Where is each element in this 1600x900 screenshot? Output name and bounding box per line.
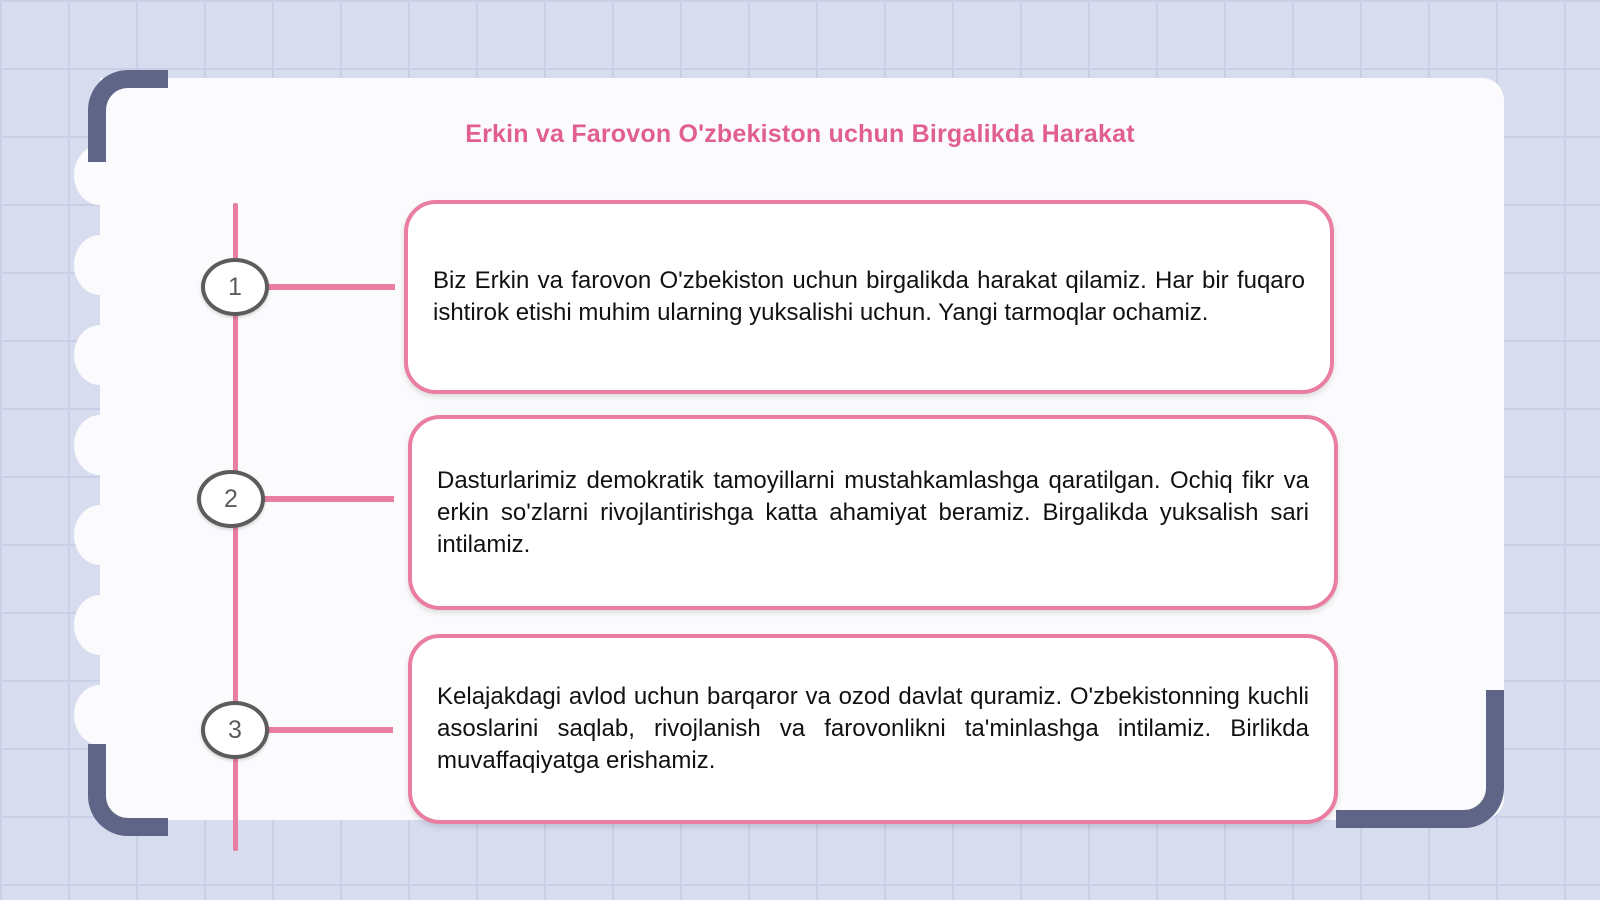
step-box-3 [408, 634, 1338, 824]
step-text-1: Biz Erkin va farovon O'zbekiston uchun birgalikda harakat qilamiz. Har bir fuqaro ishtirok etishi muhim ularning yuksalishi uchun. Yangi tarmoqlar ochamiz. [433, 267, 1305, 326]
connector-line [262, 496, 394, 502]
step-number-2: 2 [197, 470, 265, 528]
card-scallop [74, 235, 126, 295]
step-number-3: 3 [201, 701, 269, 759]
connector-line [265, 284, 395, 290]
connector-line [265, 727, 393, 733]
corner-bracket-top-left [88, 70, 168, 162]
card-scallop [74, 595, 126, 655]
step-number-1: 1 [201, 258, 269, 316]
corner-bracket-bottom-left [88, 744, 168, 836]
card-scallop [74, 415, 126, 475]
card-scallop [74, 325, 126, 385]
step-text-3: Kelajakdagi avlod uchun barqaror va ozod davlat quramiz. O'zbekistonning kuchli asoslarini saqlab, rivojlanish va farovonlikni ta'minlashga intilamiz. Birlikda muvaffaqiyatga erishamiz. [437, 683, 1309, 774]
card-scallop [74, 505, 126, 565]
step-box-2 [408, 415, 1338, 610]
corner-bracket-bottom-right [1336, 690, 1504, 828]
slide-title: Erkin va Farovon O'zbekiston uchun Birgalikda Harakat [465, 120, 1135, 148]
step-box-1 [404, 200, 1334, 394]
step-text-2: Dasturlarimiz demokratik tamoyillarni mustahkamlashga qaratilgan. Ochiq fikr va erkin so'zlarni rivojlantirishga katta ahamiyat beramiz. Birgalikda yuksalish sari intilamiz. [437, 466, 1309, 558]
card-scallop [74, 685, 126, 745]
